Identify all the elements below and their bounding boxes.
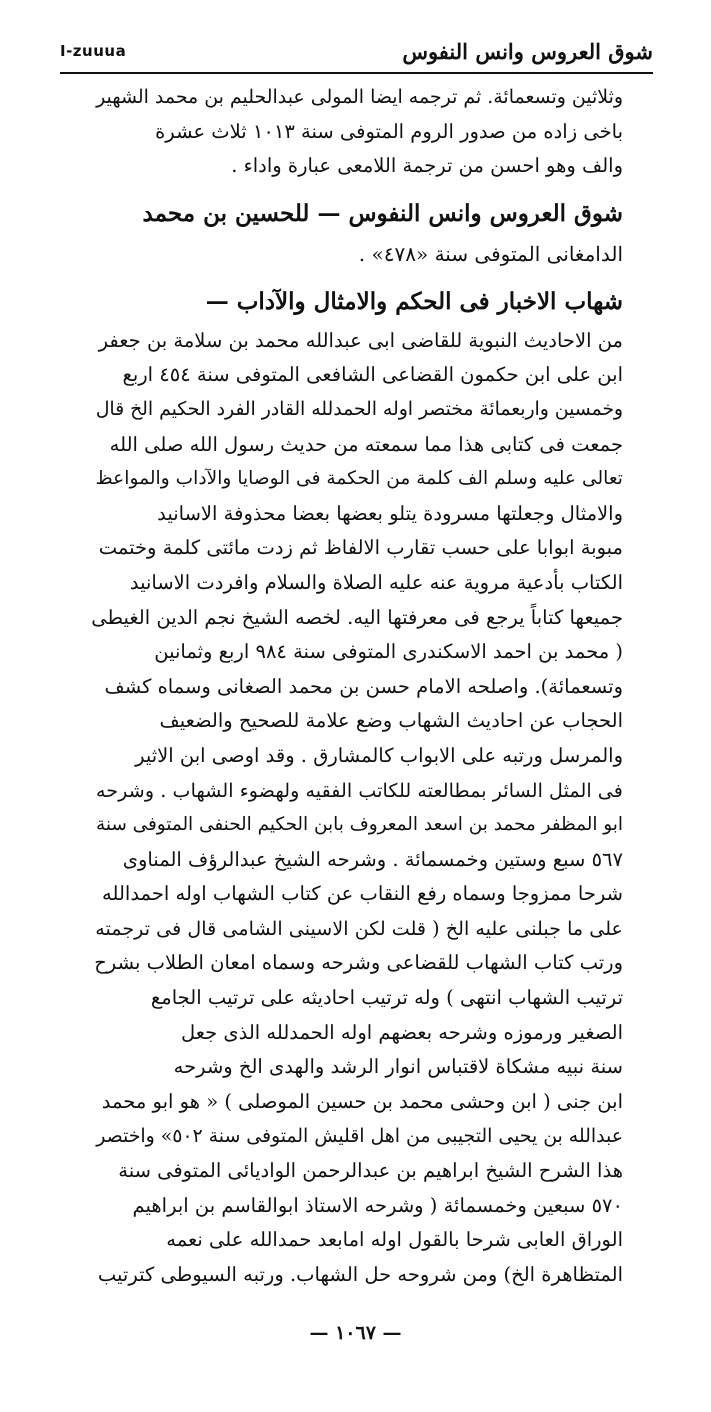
- folio-mark: I-zuuua: [60, 42, 127, 60]
- page-body: [90, 80, 623, 1292]
- text-line: جميعها كتاباً يرجع فى معرفتها اليه. لخصه الشيخ نجم الدين الغيطى: [91, 605, 623, 629]
- entry-shawq-al-arus: [90, 192, 623, 272]
- text-line: الحجاب عن احاديث الشهاب وضع علامة للصحيح والضعيف: [159, 709, 623, 733]
- text-line: شرحا ممزوجا وسماه رفع النقاب عن كتاب الشهاب اوله احمدالله: [102, 882, 623, 906]
- text-line: فى المثل السائر بمطالعته للكاتب الفقيه ولهضوء الشهاب . وشرحه: [95, 778, 623, 802]
- page-number: — ١٠٦٧ —: [309, 1322, 402, 1344]
- text-line: باخى زاده من صدور الروم المتوفى سنة ١٠١٣ ثلاث عشرة: [155, 119, 623, 143]
- text-line: الصغير ورموزه وشرحه بعضهم اوله الحمدلله الذى جعل: [180, 1020, 623, 1044]
- text-line: سنة نبيه مشكاة لاقتباس انوار الرشد والهدى الخ وشرحه: [173, 1055, 623, 1079]
- entry-shihab-al-akhbar: [90, 280, 623, 1293]
- text-line: الوراق العابى شرحا بالقول اوله امابعد حمدالله على نعمه: [166, 1228, 623, 1252]
- text-line: والف وهو احسن من ترجمة اللامعى عبارة واداء .: [231, 154, 623, 178]
- running-title: شوق العروس وانس النفوس: [402, 38, 653, 64]
- text-line: وثلاثين وتسعمائة. ثم ترجمه ايضا المولى عبدالحليم بن محمد الشهير: [96, 86, 623, 108]
- header-rule: [60, 72, 653, 74]
- text-line: على ما جبلنى عليه الخ ( قلت لكن الاسينى الشامى قال فى ترجمته: [95, 916, 623, 940]
- text-line: ورتب كتاب الشهاب للقضاعى وشرحه وسماه امعان الطلاب بشرح: [94, 951, 623, 975]
- text-line: ابن جنى ( ابن وحشى محمد بن حسين الموصلى ) « هو ابو محمد: [101, 1089, 623, 1113]
- entry-subtitle: الدامغانى المتوفى سنة «٤٧٨» .: [358, 241, 623, 266]
- text-line: مبوبة ابوابا على حسب تقارب الالفاظ ثم زدت مائتى كلمة وختمت: [98, 536, 623, 560]
- text-line: وخمسين واربعمائة مختصر اوله الحمدلله القادر الفرد الحكيم الخ قال: [95, 398, 623, 420]
- text-line: تعالى عليه وسلم الف كلمة من الحكمة فى الوصايا والآداب والمواعظ: [95, 468, 623, 490]
- text-line: والامثال وجعلتها مسرودة يتلو بعضها بعضا محذوفة الاسانيد: [157, 501, 623, 525]
- text-line: جمعت فى كتابى هذا مما سمعته من حديث رسول الله صلى الله: [109, 432, 623, 456]
- text-line: وتسعمائة). واصلحه الامام حسن بن محمد الصغانى وسماه كشف: [104, 674, 623, 698]
- text-line: ٥٧٠ سبعين وخمسمائة ( وشرحه الاستاذ ابوالقاسم بن ابراهيم: [132, 1193, 623, 1217]
- text-line: والمرسل ورتبه على الابواب كالمشارق . وقد اوصى ابن الاثير: [135, 743, 623, 767]
- text-line: ترتيب الشهاب انتهى ) وله ترتيب احاديثه على ترتيب الجامع: [150, 986, 623, 1010]
- entry-paragraph: [90, 324, 623, 1293]
- text-line: ٥٦٧ سبع وستين وخمسمائة . وشرحه الشيخ عبدالرؤف المناوى: [122, 847, 623, 871]
- intro-paragraph: [90, 80, 623, 184]
- text-line: ( محمد بن احمد الاسكندرى المتوفى سنة ٩٨٤ اربع وثمانين: [154, 640, 623, 664]
- text-line: هذا الشرح الشيخ ابراهيم بن عبدالرحمن الواديائى المتوفى سنة: [118, 1159, 623, 1183]
- text-line: من الاحاديث النبوية للقاضى ابى عبدالله محمد بن سلامة بن جعفر: [98, 328, 623, 352]
- text-line: ابن على ابن حكمون القضاعى الشافعى المتوفى سنة ٤٥٤ اربع: [122, 363, 623, 387]
- text-line: ابو المظفر محمد بن اسعد المعروف بابن الحكيم الحنفى المتوفى سنة: [95, 814, 623, 836]
- entry-title: شهاب الاخبار فى الحكم والامثال والآداب —: [205, 287, 623, 315]
- text-line: عبدالله بن يحيى التجيبى من اهل اقليش المتوفى سنة ٥٠٢» واختصر: [96, 1125, 623, 1148]
- page-header: [60, 34, 653, 68]
- text-line: المتظاهرة الخ) ومن شروحه حل الشهاب. ورتبه السيوطى كترتيب: [97, 1262, 623, 1286]
- text-line: الكتاب بأدعية مروية عنه عليه الصلاة والسلام وافردت الاسانيد: [129, 570, 623, 594]
- entry-title: شوق العروس وانس النفوس — للحسين بن محمد: [142, 199, 623, 227]
